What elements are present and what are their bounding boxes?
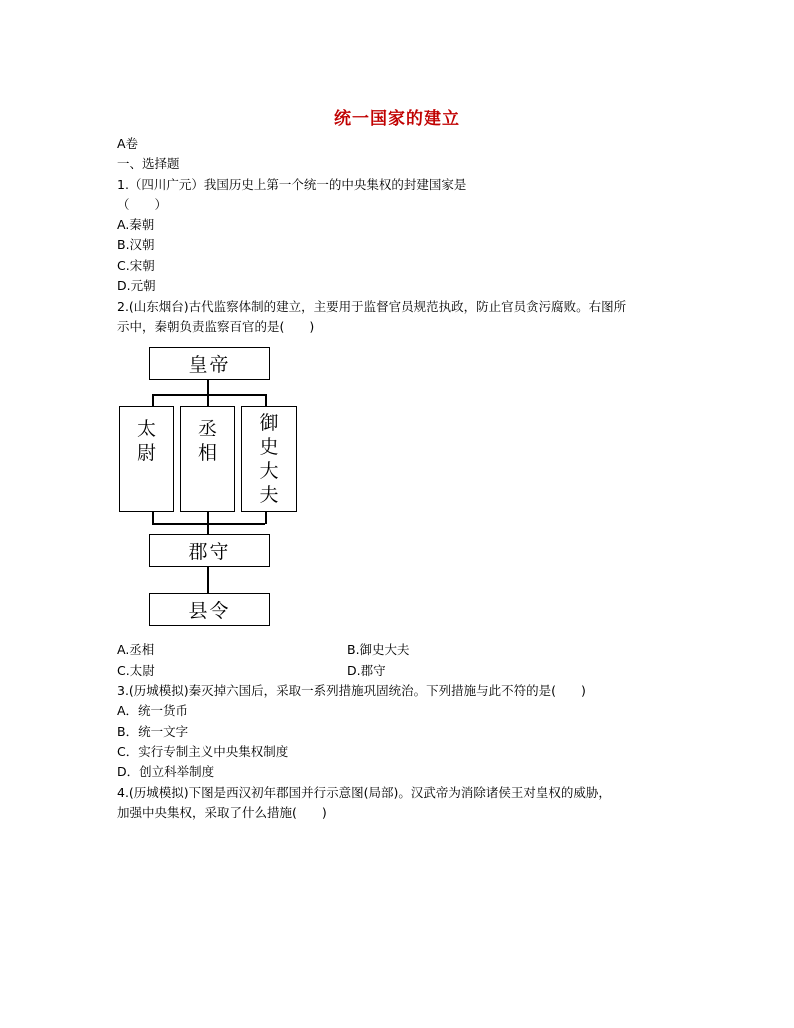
connector-middle-drop	[207, 394, 209, 406]
question-2-option-d: D.郡守	[347, 663, 386, 678]
question-1-option-b: B.汉朝	[117, 237, 155, 252]
chengxiang-box	[180, 406, 235, 512]
xianling-box: 县令	[149, 593, 270, 626]
connector-to-xianling	[207, 566, 209, 593]
section-heading: 一、选择题	[117, 156, 180, 171]
question-3-option-d: D．创立科举制度	[117, 764, 215, 779]
question-4-text-line1: 4.(历城模拟)下图是西汉初年郡国并行示意图(局部)。汉武帝为消除诸侯王对皇权的威胁，	[117, 785, 611, 800]
question-3-option-c: C．实行专制主义中央集权制度	[117, 744, 289, 759]
connector-right-rise	[265, 511, 267, 524]
section-label: A卷	[117, 136, 139, 151]
connector-to-junshou	[207, 523, 209, 534]
connector-top-vertical	[207, 379, 209, 395]
question-1-option-d: D.元朝	[117, 278, 156, 293]
question-3-option-b: B．统一文字	[117, 724, 189, 739]
chengxiang-char: 相	[197, 442, 217, 464]
question-3-option-a: A．统一货币	[117, 703, 189, 718]
question-1-text: 1.（四川广元）我国历史上第一个统一的中央集权的封建国家是	[117, 177, 467, 192]
yushidafu-char: 史	[259, 436, 279, 458]
connector-top-horizontal	[152, 394, 265, 396]
connector-right-drop	[265, 394, 267, 406]
question-3-text: 3.(历城模拟)秦灭掉六国后，采取一系列措施巩固统治。下列措施与此不符的是( )	[117, 683, 586, 698]
emperor-box: 皇帝	[149, 347, 270, 380]
yushidafu-char: 大	[259, 460, 279, 482]
question-2-text-line2: 示中，秦朝负责监察百官的是( )	[117, 319, 315, 334]
question-2-option-c: C.太尉	[117, 663, 155, 678]
chengxiang-char: 丞	[197, 418, 217, 440]
junshou-box: 郡守	[149, 534, 270, 567]
connector-left-drop	[152, 394, 154, 406]
connector-bottom-horizontal	[152, 523, 265, 525]
qin-government-diagram	[117, 345, 302, 630]
taiwei-char: 尉	[136, 442, 156, 464]
page-title: 统一国家的建立	[334, 109, 460, 129]
question-1-option-a: A.秦朝	[117, 217, 155, 232]
question-4-text-line2: 加强中央集权，采取了什么措施( )	[117, 805, 327, 820]
question-2-option-a: A.丞相	[117, 642, 155, 657]
question-1-paren: （ ）	[117, 197, 168, 212]
taiwei-box	[119, 406, 174, 512]
yushidafu-box	[241, 406, 297, 512]
yushidafu-char: 夫	[259, 484, 279, 506]
taiwei-char: 太	[136, 418, 156, 440]
question-1-option-c: C.宋朝	[117, 258, 155, 273]
yushidafu-char: 御	[259, 412, 279, 434]
question-2-text-line1: 2.(山东烟台)古代监察体制的建立，主要用于监督官员规范执政，防止官员贪污腐败。右图所	[117, 299, 627, 314]
question-2-option-b: B.御史大夫	[347, 642, 410, 657]
